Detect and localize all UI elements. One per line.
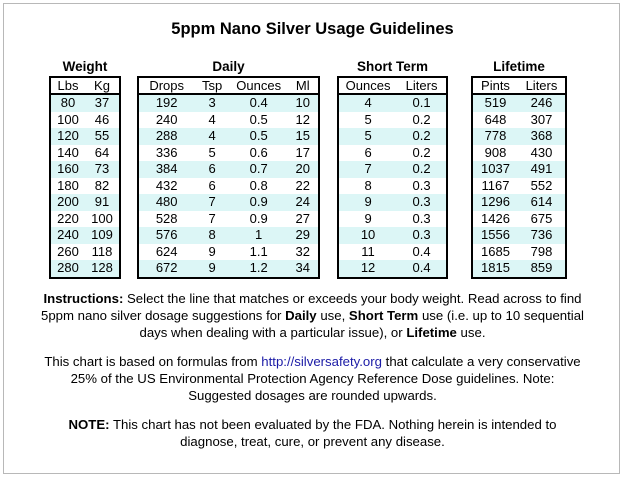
table-cell: 140	[50, 145, 85, 162]
table-cell: 7	[338, 161, 397, 178]
table-row	[50, 161, 120, 178]
table-cell: 37	[85, 94, 120, 112]
page-title: 5ppm Nano Silver Usage Guidelines	[171, 20, 454, 38]
table-cell: 0.9	[230, 194, 288, 211]
table-row	[138, 94, 319, 112]
table-cell: 12	[338, 260, 397, 278]
table-cell: 118	[85, 244, 120, 261]
table-row	[472, 112, 566, 129]
table-cell: 11	[338, 244, 397, 261]
table-row	[472, 178, 566, 195]
instructions-text-1: Select the line that matches or exceeds your body weight. Read across to find 5ppm nano silver dosage suggestions for	[41, 291, 582, 323]
table-row	[50, 145, 120, 162]
column-header: Lbs	[50, 77, 85, 94]
table-cell: 0.2	[397, 112, 447, 129]
table-row	[138, 128, 319, 145]
table-cell: 192	[138, 94, 194, 112]
table-row	[50, 178, 120, 195]
column-header: Ml	[287, 77, 319, 94]
table-cell: 552	[518, 178, 566, 195]
table-row	[338, 94, 447, 112]
table-row	[138, 145, 319, 162]
table-cell: 200	[50, 194, 85, 211]
table-cell: 3	[194, 94, 230, 112]
table-cell: 9	[338, 194, 397, 211]
table-row	[338, 244, 447, 261]
instructions-label: Instructions:	[43, 291, 124, 306]
short-term-table	[337, 76, 448, 279]
table-cell: 64	[85, 145, 120, 162]
table-cell: 0.3	[397, 194, 447, 211]
table-cell: 7	[194, 194, 230, 211]
table-cell: 908	[472, 145, 518, 162]
instructions-short-term: Short Term	[348, 308, 419, 323]
table-cell: 0.3	[397, 178, 447, 195]
chart-source-text-1: This chart is based on formulas from	[44, 354, 262, 369]
column-header: Pints	[472, 77, 518, 94]
table-row	[472, 260, 566, 278]
table-cell: 0.7	[230, 161, 288, 178]
table-cell: 4	[194, 112, 230, 129]
table-row	[338, 178, 447, 195]
table-cell: 0.4	[397, 244, 447, 261]
weight-group-title: Weight	[62, 59, 108, 74]
table-cell: 73	[85, 161, 120, 178]
table-cell: 9	[194, 244, 230, 261]
table-row	[50, 94, 120, 112]
table-cell: 5	[338, 112, 397, 129]
table-cell: 1296	[472, 194, 518, 211]
table-cell: 778	[472, 128, 518, 145]
fda-disclaimer	[40, 416, 585, 450]
table-cell: 0.6	[230, 145, 288, 162]
table-cell: 34	[287, 260, 319, 278]
disclaimer-label: NOTE:	[68, 417, 110, 432]
table-row	[338, 227, 447, 244]
table-cell: 100	[50, 112, 85, 129]
table-row	[472, 128, 566, 145]
column-header: Ounces	[338, 77, 397, 94]
silversafety-link[interactable]: http://silversafety.org	[261, 354, 382, 369]
table-cell: 280	[50, 260, 85, 278]
short-term-group-title: Short Term	[356, 59, 428, 74]
table-row	[338, 211, 447, 228]
lifetime-group-title: Lifetime	[493, 59, 545, 74]
table-row	[472, 194, 566, 211]
table-cell: 82	[85, 178, 120, 195]
table-row	[138, 161, 319, 178]
table-cell: 798	[518, 244, 566, 261]
table-cell: 0.4	[397, 260, 447, 278]
table-cell: 46	[85, 112, 120, 129]
column-header: Kg	[85, 77, 120, 94]
table-row	[338, 128, 447, 145]
table-cell: 9	[194, 260, 230, 278]
table-cell: 0.4	[230, 94, 288, 112]
table-row	[338, 145, 447, 162]
table-cell: 240	[50, 227, 85, 244]
table-cell: 307	[518, 112, 566, 129]
table-cell: 672	[138, 260, 194, 278]
instructions-text-3: use (i.e. up to 10 sequential days when dealing with a particular issue), or	[139, 308, 584, 340]
table-cell: 0.8	[230, 178, 288, 195]
table-cell: 12	[287, 112, 319, 129]
table-row	[472, 244, 566, 261]
table-row	[472, 211, 566, 228]
table-row	[472, 227, 566, 244]
table-cell: 128	[85, 260, 120, 278]
table-row	[50, 211, 120, 228]
table-cell: 160	[50, 161, 85, 178]
table-row	[138, 178, 319, 195]
table-row	[338, 112, 447, 129]
table-cell: 80	[50, 94, 85, 112]
table-row	[472, 161, 566, 178]
instructions-text-4: use.	[456, 325, 486, 340]
table-cell: 10	[338, 227, 397, 244]
table-cell: 8	[194, 227, 230, 244]
table-cell: 6	[194, 178, 230, 195]
table-cell: 109	[85, 227, 120, 244]
table-cell: 491	[518, 161, 566, 178]
table-cell: 100	[85, 211, 120, 228]
table-cell: 91	[85, 194, 120, 211]
column-header: Ounces	[230, 77, 288, 94]
table-cell: 0.3	[397, 211, 447, 228]
table-cell: 7	[194, 211, 230, 228]
table-cell: 55	[85, 128, 120, 145]
table-cell: 15	[287, 128, 319, 145]
table-cell: 368	[518, 128, 566, 145]
table-cell: 6	[194, 161, 230, 178]
table-cell: 430	[518, 145, 566, 162]
table-cell: 32	[287, 244, 319, 261]
table-cell: 1037	[472, 161, 518, 178]
daily-group-title: Daily	[212, 59, 245, 74]
table-cell: 220	[50, 211, 85, 228]
table-row	[50, 194, 120, 211]
table-cell: 8	[338, 178, 397, 195]
table-cell: 1.1	[230, 244, 288, 261]
table-row	[50, 260, 120, 278]
table-row	[138, 260, 319, 278]
table-row	[138, 211, 319, 228]
table-cell: 1685	[472, 244, 518, 261]
table-cell: 260	[50, 244, 85, 261]
table-cell: 859	[518, 260, 566, 278]
weight-table	[49, 76, 121, 279]
table-cell: 0.1	[397, 94, 447, 112]
table-cell: 5	[338, 128, 397, 145]
table-cell: 519	[472, 94, 518, 112]
table-row	[138, 194, 319, 211]
table-cell: 4	[194, 128, 230, 145]
table-cell: 240	[138, 112, 194, 129]
table-cell: 24	[287, 194, 319, 211]
table-cell: 432	[138, 178, 194, 195]
chart-source-text-2: that calculate a very conservative 25% of the US Environmental Protection Agency Reference Dose guidelines. Note: Suggested dosages are rounded upwards.	[70, 354, 581, 403]
table-cell: 624	[138, 244, 194, 261]
table-cell: 648	[472, 112, 518, 129]
table-cell: 27	[287, 211, 319, 228]
table-cell: 9	[338, 211, 397, 228]
table-row	[472, 94, 566, 112]
table-cell: 0.3	[397, 227, 447, 244]
table-cell: 1426	[472, 211, 518, 228]
instructions-text-2: use,	[316, 308, 349, 323]
instructions-paragraph	[40, 290, 585, 341]
table-row	[50, 128, 120, 145]
table-row	[138, 227, 319, 244]
table-cell: 384	[138, 161, 194, 178]
table-cell: 0.2	[397, 161, 447, 178]
table-cell: 1.2	[230, 260, 288, 278]
table-row	[138, 112, 319, 129]
table-row	[472, 145, 566, 162]
table-cell: 528	[138, 211, 194, 228]
table-cell: 0.2	[397, 145, 447, 162]
table-cell: 0.9	[230, 211, 288, 228]
table-row	[138, 244, 319, 261]
table-cell: 614	[518, 194, 566, 211]
table-cell: 736	[518, 227, 566, 244]
table-cell: 1167	[472, 178, 518, 195]
table-cell: 120	[50, 128, 85, 145]
instructions-daily: Daily	[285, 308, 317, 323]
table-cell: 29	[287, 227, 319, 244]
table-cell: 675	[518, 211, 566, 228]
disclaimer-text: This chart has not been evaluated by the FDA. Nothing herein is intended to diagnose, treat, cure, or prevent any disease.	[109, 417, 557, 449]
table-cell: 336	[138, 145, 194, 162]
table-row	[338, 194, 447, 211]
table-row	[338, 260, 447, 278]
table-cell: 0.2	[397, 128, 447, 145]
table-cell: 180	[50, 178, 85, 195]
table-cell: 0.5	[230, 128, 288, 145]
daily-table	[137, 76, 320, 279]
column-header: Liters	[518, 77, 566, 94]
chart-source-paragraph	[40, 353, 585, 404]
table-cell: 22	[287, 178, 319, 195]
table-row	[50, 227, 120, 244]
lifetime-table	[471, 76, 567, 279]
table-cell: 480	[138, 194, 194, 211]
table-row	[50, 112, 120, 129]
table-cell: 17	[287, 145, 319, 162]
column-header: Liters	[397, 77, 447, 94]
column-header: Tsp	[194, 77, 230, 94]
table-cell: 1556	[472, 227, 518, 244]
table-cell: 10	[287, 94, 319, 112]
table-cell: 246	[518, 94, 566, 112]
table-cell: 5	[194, 145, 230, 162]
column-header: Drops	[138, 77, 194, 94]
table-cell: 288	[138, 128, 194, 145]
table-cell: 4	[338, 94, 397, 112]
table-row	[338, 161, 447, 178]
table-cell: 576	[138, 227, 194, 244]
table-cell: 1	[230, 227, 288, 244]
table-cell: 1815	[472, 260, 518, 278]
table-cell: 6	[338, 145, 397, 162]
table-cell: 0.5	[230, 112, 288, 129]
table-row	[50, 244, 120, 261]
table-cell: 20	[287, 161, 319, 178]
instructions-lifetime: Lifetime	[406, 325, 457, 340]
